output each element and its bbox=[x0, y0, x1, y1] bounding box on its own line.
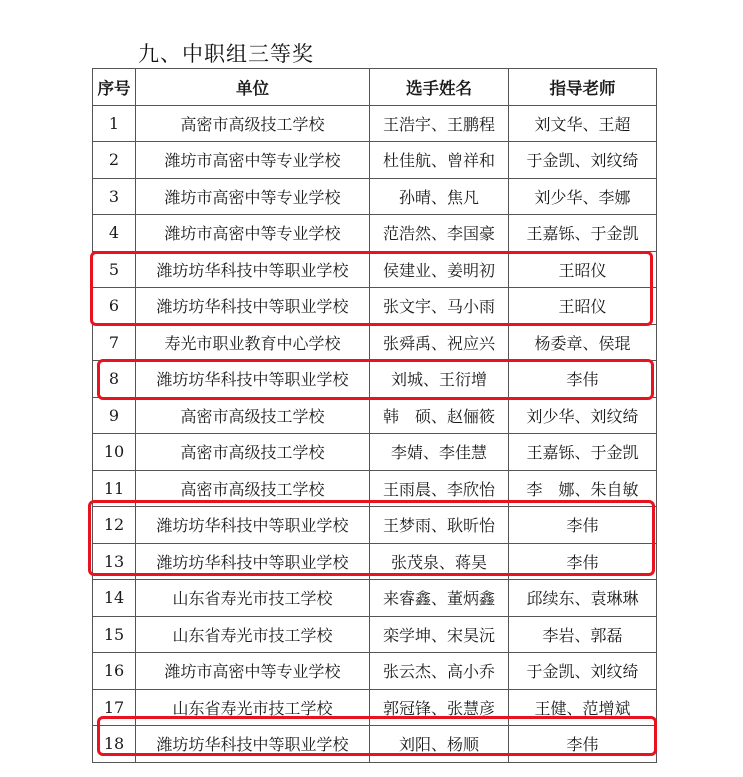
cell-teacher: 李伟 bbox=[509, 507, 657, 544]
cell-unit: 山东省寿光市技工学校 bbox=[136, 689, 370, 726]
table-row bbox=[93, 580, 657, 617]
table-row bbox=[93, 215, 657, 252]
cell-no: 14 bbox=[93, 580, 136, 617]
table-row bbox=[93, 470, 657, 507]
cell-teacher: 王嘉铄、于金凯 bbox=[509, 434, 657, 471]
cell-contestants: 孙晴、焦凡 bbox=[370, 178, 509, 215]
cell-contestants: 张舜禹、祝应兴 bbox=[370, 324, 509, 361]
cell-contestants: 张文宇、马小雨 bbox=[370, 288, 509, 325]
cell-no: 3 bbox=[93, 178, 136, 215]
cell-teacher: 王昭仪 bbox=[509, 288, 657, 325]
cell-contestants: 李婧、李佳慧 bbox=[370, 434, 509, 471]
cell-contestants: 王雨晨、李欣怡 bbox=[370, 470, 509, 507]
cell-teacher: 李岩、郭磊 bbox=[509, 616, 657, 653]
cell-no: 2 bbox=[93, 142, 136, 179]
cell-no: 18 bbox=[93, 726, 136, 763]
table-row bbox=[93, 726, 657, 763]
cell-teacher: 李 娜、朱自敏 bbox=[509, 470, 657, 507]
cell-no: 12 bbox=[93, 507, 136, 544]
table-row bbox=[93, 251, 657, 288]
cell-unit: 高密市高级技工学校 bbox=[136, 397, 370, 434]
cell-unit: 潍坊市高密中等专业学校 bbox=[136, 178, 370, 215]
page-title: 九、中职组三等奖 bbox=[138, 42, 314, 66]
cell-contestants: 张云杰、高小乔 bbox=[370, 653, 509, 690]
cell-contestants: 杜佳航、曾祥和 bbox=[370, 142, 509, 179]
table-row bbox=[93, 397, 657, 434]
cell-no: 15 bbox=[93, 616, 136, 653]
cell-unit: 潍坊市高密中等专业学校 bbox=[136, 142, 370, 179]
cell-teacher: 于金凯、刘纹绮 bbox=[509, 653, 657, 690]
cell-no: 7 bbox=[93, 324, 136, 361]
cell-unit: 高密市高级技工学校 bbox=[136, 105, 370, 142]
cell-contestants: 栾学坤、宋昊沅 bbox=[370, 616, 509, 653]
header-teacher: 指导老师 bbox=[509, 69, 657, 106]
header-row bbox=[93, 69, 657, 106]
table-row bbox=[93, 434, 657, 471]
cell-unit: 潍坊坊华科技中等职业学校 bbox=[136, 361, 370, 398]
cell-unit: 潍坊坊华科技中等职业学校 bbox=[136, 726, 370, 763]
cell-contestants: 王梦雨、耿昕怡 bbox=[370, 507, 509, 544]
cell-teacher: 李伟 bbox=[509, 361, 657, 398]
cell-no: 5 bbox=[93, 251, 136, 288]
cell-teacher: 李伟 bbox=[509, 543, 657, 580]
table-row bbox=[93, 689, 657, 726]
cell-unit: 潍坊坊华科技中等职业学校 bbox=[136, 251, 370, 288]
table-row bbox=[93, 616, 657, 653]
cell-unit: 潍坊坊华科技中等职业学校 bbox=[136, 507, 370, 544]
cell-unit: 高密市高级技工学校 bbox=[136, 434, 370, 471]
cell-contestants: 来睿鑫、董炳鑫 bbox=[370, 580, 509, 617]
cell-teacher: 王嘉铄、于金凯 bbox=[509, 215, 657, 252]
cell-no: 8 bbox=[93, 361, 136, 398]
cell-contestants: 张茂泉、蒋昊 bbox=[370, 543, 509, 580]
cell-unit: 寿光市职业教育中心学校 bbox=[136, 324, 370, 361]
cell-no: 6 bbox=[93, 288, 136, 325]
cell-teacher: 刘少华、李娜 bbox=[509, 178, 657, 215]
table-row bbox=[93, 178, 657, 215]
cell-contestants: 王浩宇、王鹏程 bbox=[370, 105, 509, 142]
cell-no: 1 bbox=[93, 105, 136, 142]
table-row bbox=[93, 105, 657, 142]
cell-unit: 潍坊坊华科技中等职业学校 bbox=[136, 543, 370, 580]
cell-contestants: 刘阳、杨顺 bbox=[370, 726, 509, 763]
table-row bbox=[93, 142, 657, 179]
cell-unit: 潍坊坊华科技中等职业学校 bbox=[136, 288, 370, 325]
cell-no: 17 bbox=[93, 689, 136, 726]
cell-no: 4 bbox=[93, 215, 136, 252]
table-row bbox=[93, 324, 657, 361]
cell-teacher: 刘少华、刘纹绮 bbox=[509, 397, 657, 434]
cell-no: 11 bbox=[93, 470, 136, 507]
cell-contestants: 韩 硕、赵俪筱 bbox=[370, 397, 509, 434]
header-unit: 单位 bbox=[136, 69, 370, 106]
table-row bbox=[93, 288, 657, 325]
cell-no: 13 bbox=[93, 543, 136, 580]
cell-no: 16 bbox=[93, 653, 136, 690]
cell-teacher: 李伟 bbox=[509, 726, 657, 763]
cell-unit: 潍坊市高密中等专业学校 bbox=[136, 653, 370, 690]
cell-teacher: 刘文华、王超 bbox=[509, 105, 657, 142]
cell-unit: 山东省寿光市技工学校 bbox=[136, 616, 370, 653]
cell-unit: 潍坊市高密中等专业学校 bbox=[136, 215, 370, 252]
cell-contestants: 刘城、王衍增 bbox=[370, 361, 509, 398]
table-row bbox=[93, 653, 657, 690]
cell-unit: 山东省寿光市技工学校 bbox=[136, 580, 370, 617]
cell-teacher: 王健、范增斌 bbox=[509, 689, 657, 726]
cell-no: 9 bbox=[93, 397, 136, 434]
awards-table bbox=[92, 68, 657, 763]
cell-contestants: 郭冠锋、张慧彦 bbox=[370, 689, 509, 726]
cell-teacher: 王昭仪 bbox=[509, 251, 657, 288]
table-row bbox=[93, 361, 657, 398]
cell-teacher: 邱续东、袁琳琳 bbox=[509, 580, 657, 617]
table-row bbox=[93, 507, 657, 544]
cell-unit: 高密市高级技工学校 bbox=[136, 470, 370, 507]
cell-contestants: 范浩然、李国豪 bbox=[370, 215, 509, 252]
cell-contestants: 侯建业、姜明初 bbox=[370, 251, 509, 288]
header-contestants: 选手姓名 bbox=[370, 69, 509, 106]
header-no: 序号 bbox=[93, 69, 136, 106]
cell-teacher: 杨委章、侯琨 bbox=[509, 324, 657, 361]
cell-teacher: 于金凯、刘纹绮 bbox=[509, 142, 657, 179]
table-row bbox=[93, 543, 657, 580]
cell-no: 10 bbox=[93, 434, 136, 471]
